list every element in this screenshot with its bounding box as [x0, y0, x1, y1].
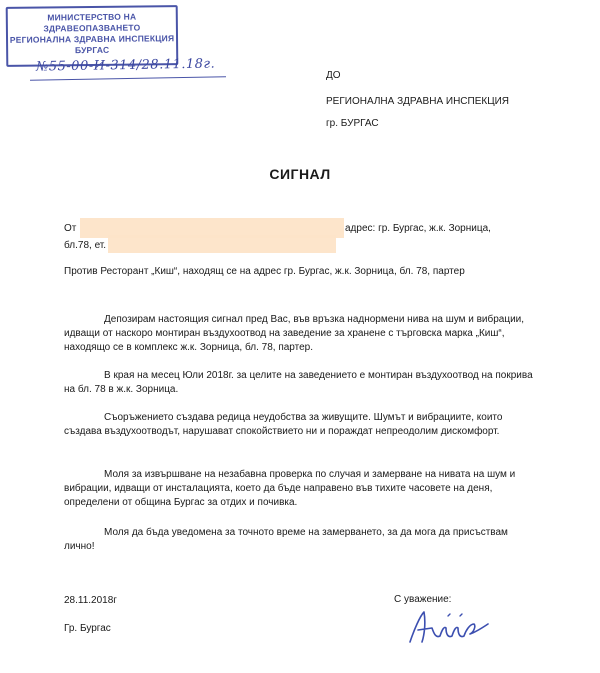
paragraph-nuisance: Съоръжението създава редица неудобства за живущите. Шумът и вибрациите, които създава въздухоотводът, нарушават спокойствието ни и пораждат непреодолим дискомфорт.: [64, 412, 503, 437]
footer-city: Гр. Бургас: [64, 623, 111, 634]
against-line: Против Ресторант „Киш“, находящ се на адрес гр. Бургас, ж.к. Зорница, бл. 78, партер: [64, 266, 465, 277]
registry-underline: [30, 76, 226, 80]
addressee-city: гр. БУРГАС: [326, 118, 379, 129]
addressee-to: ДО: [326, 70, 341, 81]
stamp-city: БУРГАС: [74, 44, 110, 56]
redaction-sender-floor: [108, 235, 336, 253]
footer-date: 28.11.2018г: [64, 595, 117, 606]
paragraph-deposit: Депозирам настоящия сигнал пред Вас, във връзка наднормени нива на шум и вибрации, идващи от наскоро монтиран въздухоотвод на заведение за хранене с търговска марка „Киш“, находящо се в комплекс ж.к. Зорница, бл. 78, партер.: [64, 314, 525, 353]
addressee-institution: РЕГИОНАЛНА ЗДРАВНА ИНСПЕКЦИЯ: [326, 96, 510, 107]
signature-icon: [404, 602, 494, 650]
sender-from-label: От: [64, 223, 77, 234]
stamp-ministry: МИНИСТЕРСТВО НА ЗДРАВЕОПАЗВАНЕТО: [43, 11, 141, 34]
paragraph-installed: В края на месец Юли 2018г. за целите на заведението е монтиран въздухоотвод на покрива на бл. 78 в ж.к. Зорница.: [64, 370, 533, 395]
paragraph-notify: Моля да бъда уведомена за точното време на замерването, за да мога да присъствам лично!: [64, 527, 508, 552]
sender-address: адрес: гр. Бургас, ж.к. Зорница,: [345, 223, 491, 234]
stamp-inspection: РЕГИОНАЛНА ЗДРАВНА ИНСПЕКЦИЯ: [9, 33, 175, 45]
registry-number: №55-00-И-314/28.11.18г.: [35, 56, 216, 75]
footer-regards: С уважение:: [394, 594, 452, 605]
paragraph-request: Моля за извършване на незабавна проверка по случая и замерване на нивата на шум и вибрации, идващи от инсталацията, което да бъде направено във тихите часовете на деня, определени от община Бургас за отдих и почивка.: [64, 469, 516, 508]
document-title: СИГНАЛ: [269, 166, 331, 182]
sender-block: бл.78, ет.: [64, 240, 107, 251]
